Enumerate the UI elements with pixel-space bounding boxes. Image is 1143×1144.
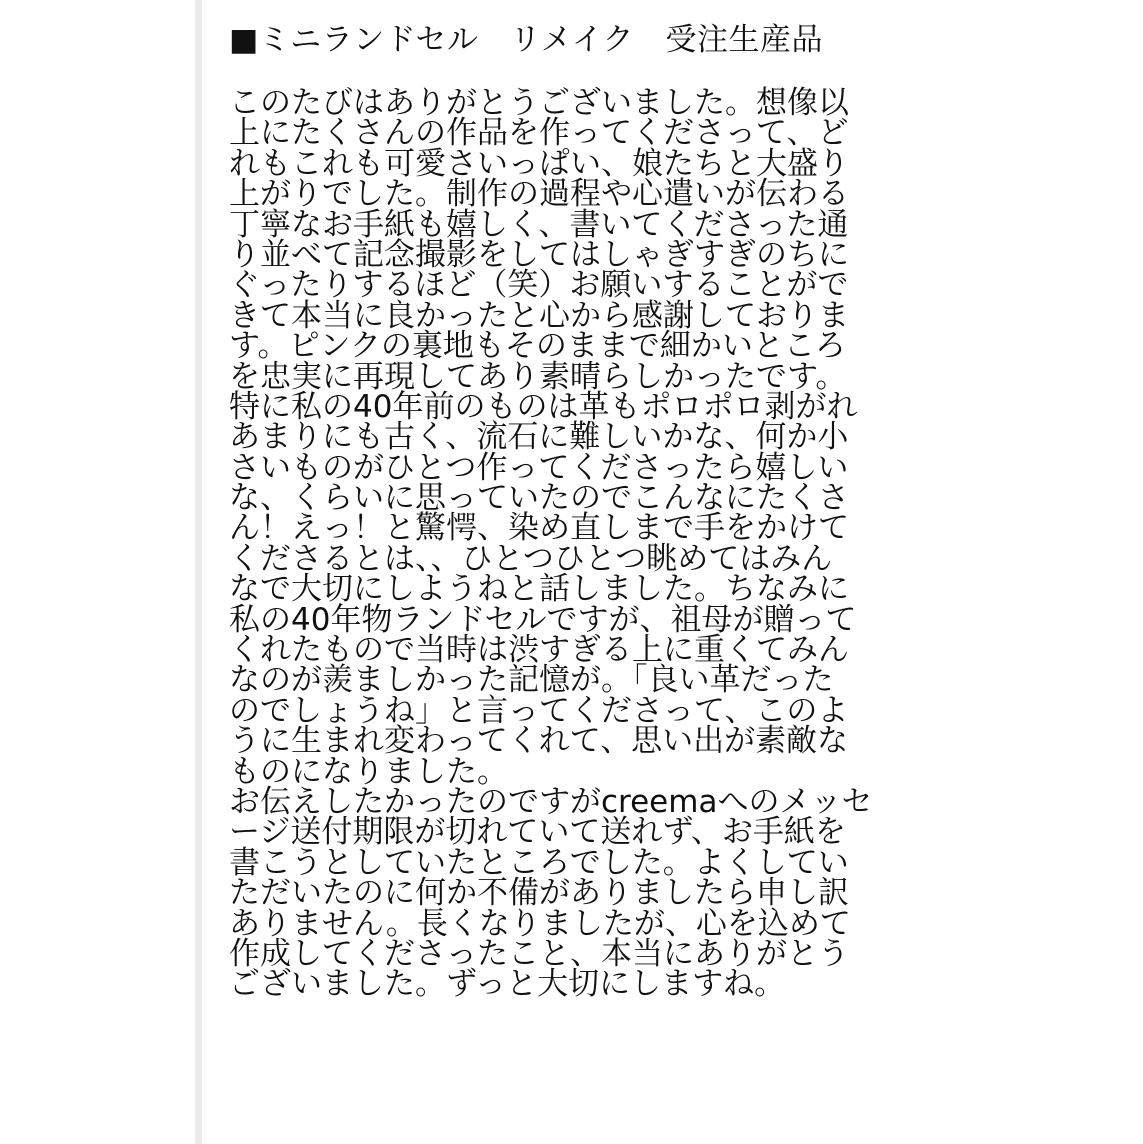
message-line: 上がりでした。制作の過程や心遣いが伝わる bbox=[229, 176, 849, 213]
message-line: なで大切にしようねと話しました。ちなみに bbox=[229, 571, 849, 608]
message-line: くれたもので当時は渋すぎる上に重くてみん bbox=[229, 632, 849, 669]
message-body bbox=[229, 85, 949, 1003]
message-line: 上にたくさんの作品を作ってくださって、ど bbox=[229, 115, 849, 152]
message-line: な、くらいに思っていたのでこんなにたくさ bbox=[229, 480, 849, 517]
message-line: このたびはありがとうございました。想像以 bbox=[229, 85, 849, 121]
message-line: 作成してくださったこと、本当にありがとう bbox=[229, 935, 849, 972]
message-line: あまりにも古く、流石に難しいかな、何か小 bbox=[229, 419, 849, 456]
message-line: れもこれも可愛さいっぱい、娘たちと大盛り bbox=[229, 145, 849, 182]
left-border bbox=[195, 0, 202, 1144]
message-line: ぐったりするほど（笑）お願いすることがで bbox=[229, 267, 849, 304]
message-line: さいものがひとつ作ってくださったら嬉しい bbox=[229, 449, 849, 486]
message-line: を忠実に再現してあり素晴らしかったです。 bbox=[229, 358, 847, 395]
message-line: 特に私の40年前のものは革もポロポロ剥がれ bbox=[229, 388, 858, 425]
message-line: 書こうとしていたところでした。よくしてい bbox=[229, 844, 849, 881]
message-line: うに生まれ変わってくれて、思い出が素敵な bbox=[229, 723, 849, 760]
message-line: なのが羨ましかった記憶が。「良い革だった bbox=[229, 662, 834, 699]
message-line: お伝えしたかったのですがcreemaへのメッセ bbox=[229, 783, 873, 820]
message-line: ただいたのに何か不備がありましたら申し訳 bbox=[229, 875, 849, 912]
message-line: 丁寧なお手紙も嬉しく、書いてくださった通 bbox=[229, 206, 849, 243]
message-line: ものになりました。 bbox=[229, 753, 508, 790]
message-line: のでしょうね」と言ってくださって、このよ bbox=[229, 692, 849, 729]
message-line: ありません。長くなりましたが、心を込めて bbox=[229, 905, 851, 942]
message-line: きて本当に良かったと心から感謝しておりま bbox=[229, 297, 849, 334]
message-line: ございました。ずっと大切にしますね。 bbox=[229, 966, 786, 1003]
message-line: ん！えっ！と驚愕、染め直しまで手をかけて bbox=[229, 510, 849, 547]
message-line: す。ピンクの裏地もそのままで細かいところ bbox=[229, 328, 846, 365]
message-line: ージ送付期限が切れていて送れず、お手紙を bbox=[229, 814, 846, 851]
message-line: り並べて記念撮影をしてはしゃぎすぎのちに bbox=[229, 236, 849, 273]
message-title: ■ミニランドセル リメイク 受注生産品 bbox=[229, 22, 823, 58]
message-line: 私の40年物ランドセルですが、祖母が贈って bbox=[229, 601, 857, 638]
message-line: くださるとは、、ひとつひとつ眺めてはみん bbox=[229, 540, 833, 577]
